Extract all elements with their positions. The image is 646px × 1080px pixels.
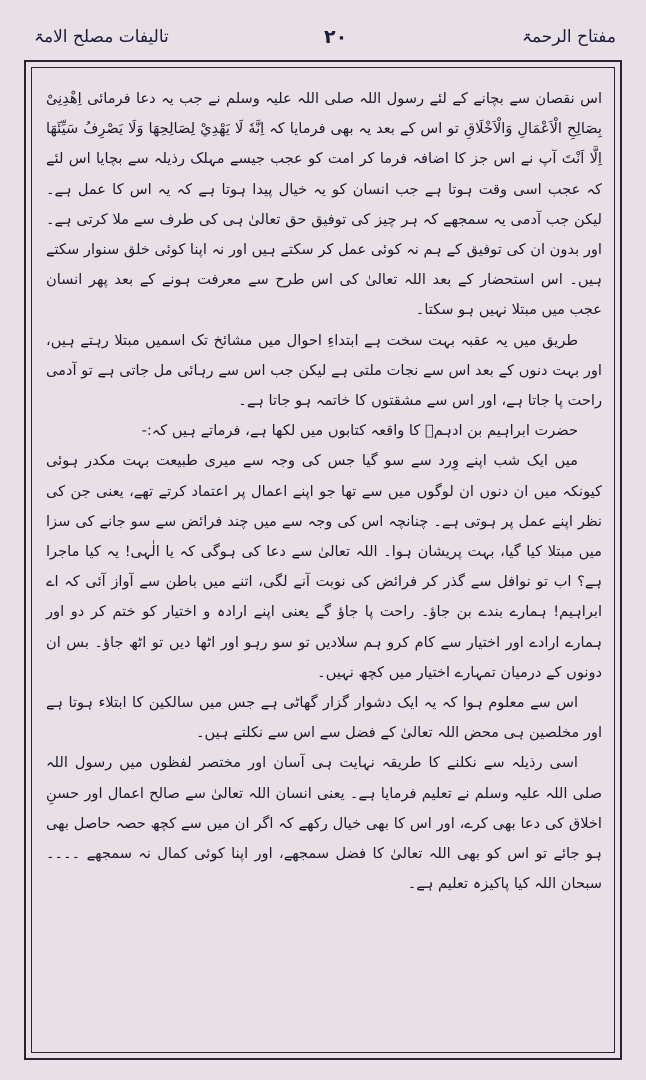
paragraph: میں ایک شب اپنے وِرد سے سو گیا جس کی وجہ سے میری طبیعت بہت مکدر ہوئی کیونکہ میں ان دنوں ان لوگوں میں سے تھا جو اپنے اعمال پر اعتماد کرتے تھے، یعنی جن کی نظر اپنے عمل پر ہوتی ہے۔ چنانچہ اس کی وجہ سے میں چند فرائض سے سو جانے کی سزا میں مبتلا کیا گیا، بہت پریشان ہوا۔ اللہ تعالیٰ سے دعا کی ہوگی کہ یا الٰہی! یہ کیا ماجرا ہے؟ اب تو نوافل سے گذر کر فرائض کی نوبت آنے لگی، اتنے میں باطن سے آواز آئی کہ اے ابراہیم! ہمارے بندے بن جاؤ۔ راحت پا جاؤ گے یعنی اپنے ارادہ و اختیار کو ختم کر دو اور ہمارے ارادے اور اختیار سے کام کرو ہم سلادیں تو سو رہو اور اٹھا دیں تو اٹھ جاؤ۔ بس ان دونوں کے درمیان تمہارے اختیار میں کچھ نہیں۔ (46, 452, 602, 681)
page-header (24, 20, 624, 60)
paragraph: اس نقصان سے بچانے کے لئے رسول اللہ صلی اللہ علیہ وسلم نے جب یہ دعا فرمائی اِهْدِنِیْ بِصَالِحِ الْاَعْمَالِ وَالْاَخْلَاقِ تو اس کے بعد یہ بھی فرمایا کہ اِنَّهٗ لَا يَهْدِيْ لِصَالِحِهَا وَلَا يَصْرِفُ سَيِّئَهَا اِلَّا اَنْتَ آپ نے اس جز کا اضافہ فرما کر امت کو عجب جیسے مہلک رذیلہ سے بچایا اس لئے کہ عجب اسی وقت ہوتا ہے جب انسان کو یہ خیال پیدا ہوتا ہے کہ یہ اس کا عمل ہے۔ لیکن جب آدمی یہ سمجھے کہ ہر چیز کی توفیق حق تعالیٰ ہی کی طرف سے ملا کرتی ہے۔ اور بدون ان کی توفیق کے ہم نہ کوئی عمل کر سکتے ہیں اور نہ اپنا کوئی خلق سنوار سکتے ہیں۔ اس استحضار کے بعد اللہ تعالیٰ کی اس طرح سے معرفت ہونے کے بعد پھر انسان عجب میں مبتلا نہیں ہو سکتا۔ (46, 90, 602, 319)
paragraph: اس سے معلوم ہوا کہ یہ ایک دشوار گزار گھاٹی ہے جس میں سالکین کا ابتلاء ہوتا ہے اور مخلصین ہی محض اللہ تعالیٰ کے فضل سے اس سے نکلتے ہیں۔ (46, 694, 602, 742)
paragraph: طریق میں یہ عقبہ بہت سخت ہے ابتداءِ احوال میں مشائخ تک اسمیں مبتلا رہتے ہیں، اور بہت دنوں کے بعد اس سے نجات ملتی ہے لیکن جب اس سے رہائی مل جاتی ہے تو آدمی راحت پا جاتا ہے، اور اس سے مشقتوں کا خاتمہ ہو جاتا ہے۔ (46, 331, 602, 410)
page-border (24, 60, 622, 1060)
paragraph: حضرت ابراہیم بن ادہمؒ کا واقعہ کتابوں میں لکھا ہے، فرماتے ہیں کہ:- (141, 422, 578, 440)
paragraph: اسی رذیلہ سے نکلنے کا طریقہ نہایت ہی آسان اور مختصر لفظوں میں رسول اللہ صلی اللہ علیہ وسلم نے تعلیم فرمایا ہے۔ یعنی انسان اللہ تعالیٰ سے صالح اعمال اور حسنِ اخلاق کی دعا بھی کرے، اور اس کا بھی خیال رکھے کہ اگر ان میں سے کچھ حصہ حاصل بھی ہو جائے تو اس کو بھی اللہ تعالیٰ کا فضل سمجھے، اور اپنا کوئی کمال نہ سمجھے ۔۔۔۔ سبحان اللہ کیا پاکیزہ تعلیم ہے۔ (46, 754, 602, 893)
book-title: مفتاح الرحمۃ (522, 27, 616, 47)
series-title: تالیفات مصلح الامۃ (34, 27, 169, 47)
body-text (46, 84, 602, 899)
page-number: ۲۰ (324, 26, 348, 48)
